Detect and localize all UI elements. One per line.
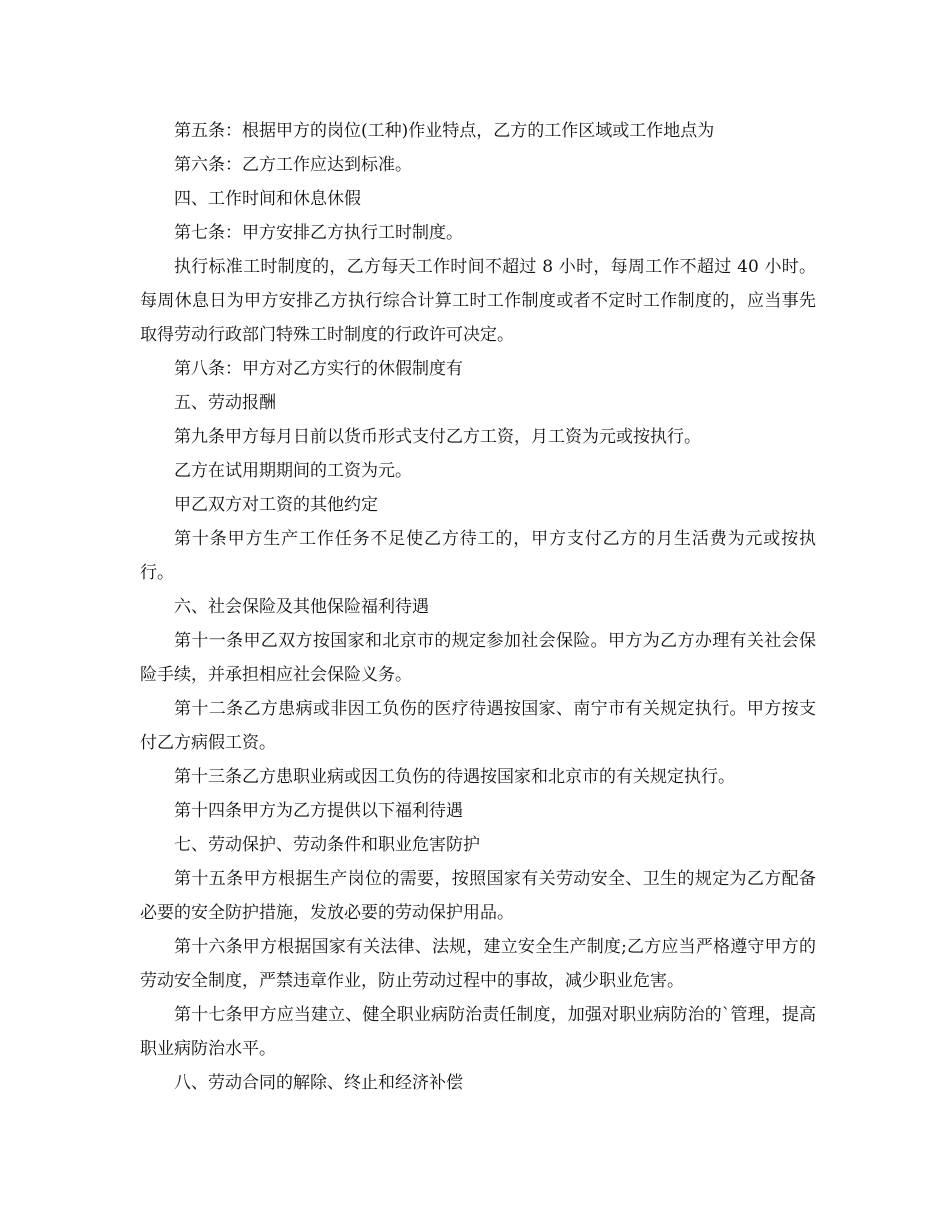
clause-17: 第十七条甲方应当建立、健全职业病防治责任制度，加强对职业病防治的`管理，提高职业病防治水平。: [140, 1005, 816, 1059]
document-body: [140, 114, 816, 1100]
clause-14: 第十四条甲方为乙方提供以下福利待遇: [174, 801, 463, 821]
clause-8: 第八条：甲方对乙方实行的休假制度有: [174, 359, 463, 379]
section-heading-8: 八、劳动合同的解除、终止和经济补偿: [174, 1073, 463, 1093]
section-heading-5: 五、劳动报酬: [174, 393, 276, 413]
clause-9: 第九条甲方每月日前以货币形式支付乙方工资，月工资为元或按执行。: [174, 427, 701, 447]
clause-12: 第十二条乙方患病或非因工负伤的医疗待遇按国家、南宁市有关规定执行。甲方按支付乙方病假工资。: [140, 699, 816, 753]
section-heading-4: 四、工作时间和休息休假: [174, 189, 361, 209]
other-wage-agreement: 甲乙双方对工资的其他约定: [174, 495, 378, 515]
clause-7-detail: 执行标准工时制度的，乙方每天工作时间不超过 8 小时，每周工作不超过 40 小时。每周休息日为甲方安排乙方执行综合计算工时工作制度或者不定时工作制度的，应当事先取得劳动行政部门特殊工时制度的行政许可决定。: [140, 257, 816, 345]
clause-6: 第六条：乙方工作应达到标准。: [174, 155, 412, 175]
clause-11: 第十一条甲乙双方按国家和北京市的规定参加社会保险。甲方为乙方办理有关社会保险手续，并承担相应社会保险义务。: [140, 631, 816, 685]
clause-7: 第七条：甲方安排乙方执行工时制度。: [174, 223, 463, 243]
clause-5: 第五条：根据甲方的岗位(工种)作业特点，乙方的工作区域或工作地点为: [174, 121, 715, 141]
clause-16: 第十六条甲方根据国家有关法律、法规，建立安全生产制度;乙方应当严格遵守甲方的劳动安全制度，严禁违章作业，防止劳动过程中的事故，减少职业危害。: [140, 937, 816, 991]
section-heading-6: 六、社会保险及其他保险福利待遇: [174, 597, 429, 617]
clause-10: 第十条甲方生产工作任务不足使乙方待工的，甲方支付乙方的月生活费为元或按执行。: [140, 529, 816, 583]
clause-15: 第十五条甲方根据生产岗位的需要，按照国家有关劳动安全、卫生的规定为乙方配备必要的安全防护措施，发放必要的劳动保护用品。: [140, 869, 816, 923]
probation-wage: 乙方在试用期期间的工资为元。: [174, 461, 412, 481]
clause-13: 第十三条乙方患职业病或因工负伤的待遇按国家和北京市的有关规定执行。: [174, 767, 735, 787]
section-heading-7: 七、劳动保护、劳动条件和职业危害防护: [174, 835, 480, 855]
